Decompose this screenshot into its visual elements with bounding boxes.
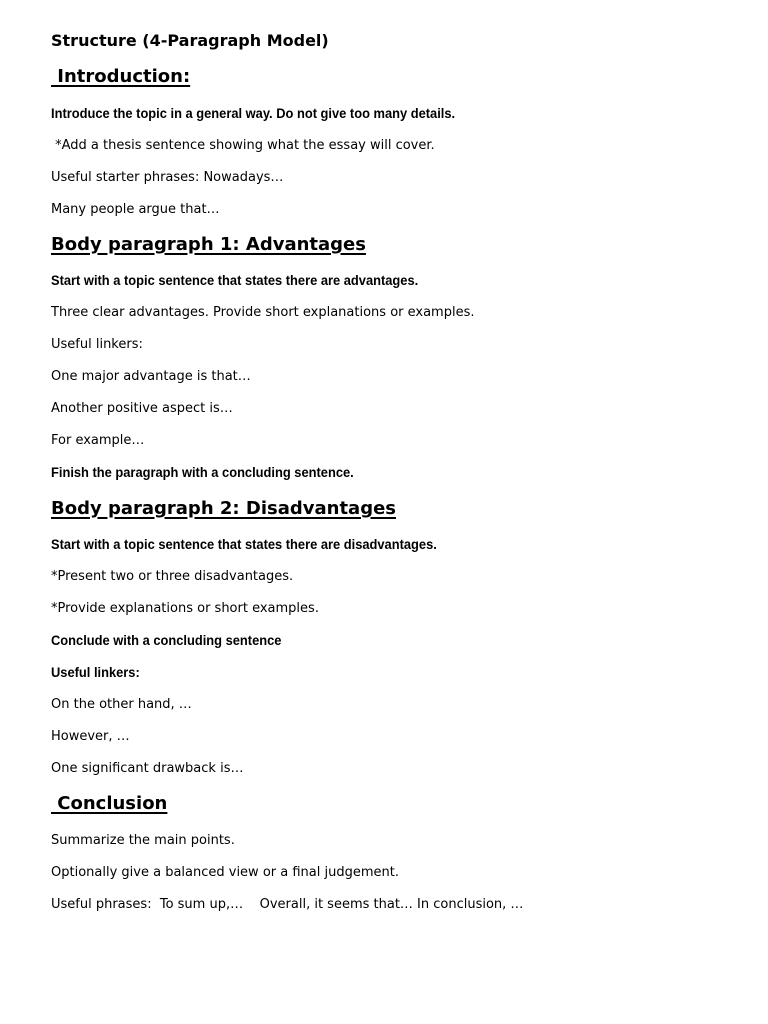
introduction-heading: Introduction: xyxy=(51,66,191,87)
introduction-line-1: Introduce the topic in a general way. Do not give too many details. xyxy=(51,105,456,121)
conclusion-line-1: Summarize the main points. xyxy=(51,833,235,848)
body2-line-5: Useful linkers: xyxy=(51,664,140,680)
body1-heading: Body paragraph 1: Advantages xyxy=(51,234,366,255)
body1-line-3: Useful linkers: xyxy=(51,337,143,352)
body1-line-4: One major advantage is that… xyxy=(51,369,251,384)
body1-line-1: Start with a topic sentence that states there are advantages. xyxy=(51,272,419,288)
body2-line-7: However, … xyxy=(51,729,130,744)
body2-line-1: Start with a topic sentence that states there are disadvantages. xyxy=(51,536,437,552)
conclusion-line-2: Optionally give a balanced view or a final judgement. xyxy=(51,865,399,880)
body1-line-6: For example… xyxy=(51,433,145,448)
introduction-line-3: Useful starter phrases: Nowadays… xyxy=(51,170,284,185)
introduction-line-2: *Add a thesis sentence showing what the essay will cover. xyxy=(51,138,435,153)
body2-line-6: On the other hand, … xyxy=(51,697,192,712)
body1-line-2: Three clear advantages. Provide short explanations or examples. xyxy=(51,305,475,320)
body1-line-7: Finish the paragraph with a concluding sentence. xyxy=(51,464,354,480)
conclusion-heading: Conclusion xyxy=(51,793,168,814)
introduction-line-4: Many people argue that… xyxy=(51,202,220,217)
body2-line-4: Conclude with a concluding sentence xyxy=(51,632,282,648)
body1-line-5: Another positive aspect is… xyxy=(51,401,233,416)
body2-line-2: *Present two or three disadvantages. xyxy=(51,569,294,584)
body2-line-8: One significant drawback is… xyxy=(51,761,244,776)
conclusion-line-3: Useful phrases: To sum up,… Overall, it seems that… In conclusion, … xyxy=(51,897,524,912)
body2-heading: Body paragraph 2: Disadvantages xyxy=(51,498,396,519)
body2-line-3: *Provide explanations or short examples. xyxy=(51,601,319,616)
document-title: Structure (4-Paragraph Model) xyxy=(51,31,329,50)
